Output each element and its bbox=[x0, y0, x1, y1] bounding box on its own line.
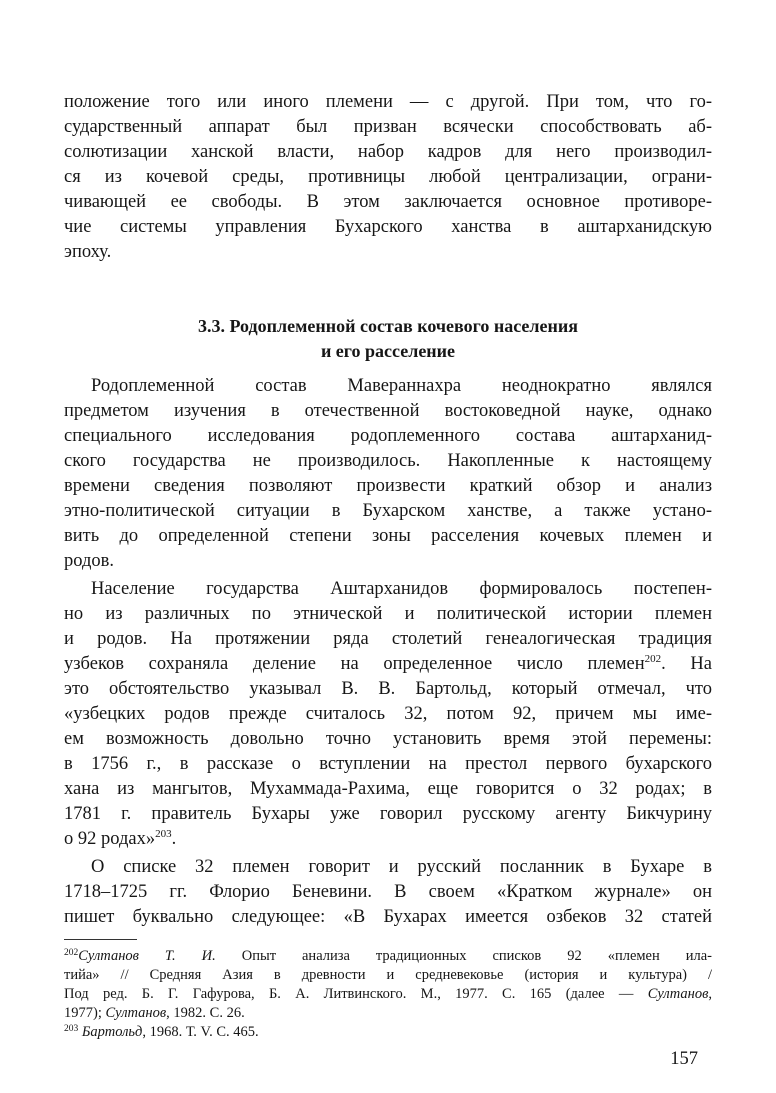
text-line bbox=[64, 165, 712, 190]
text-segment: о 92 родах» bbox=[64, 829, 156, 849]
text-segment: вить до определенной степени зоны расселения кочевых племен и bbox=[64, 526, 712, 546]
italic-author-name: Султанов Т. И. bbox=[78, 948, 216, 964]
text-line bbox=[64, 90, 712, 115]
body-paragraph-2 bbox=[64, 577, 712, 852]
text-segment: Под ред. Б. Г. Гафурова, Б. А. Литвинского. М., 1977. С. 165 (далее — bbox=[64, 986, 648, 1002]
text-line bbox=[64, 499, 712, 524]
footnote-reference: 203 bbox=[64, 1024, 79, 1034]
footnote-line bbox=[64, 947, 712, 966]
text-segment: «узбецких родов прежде считалось 32, потом 92, причем мы име- bbox=[64, 704, 712, 724]
text-line bbox=[64, 399, 712, 424]
text-segment: 1781 г. правитель Бухары уже говорил русскому агенту Бикчурину bbox=[64, 804, 712, 824]
footnote-reference: 202 bbox=[64, 948, 79, 958]
footnote-reference: 202 bbox=[644, 653, 662, 665]
text-line bbox=[64, 474, 712, 499]
italic-author-name: Султанов bbox=[105, 1005, 167, 1021]
text-line bbox=[64, 602, 712, 627]
text-line bbox=[64, 727, 712, 752]
text-line bbox=[64, 240, 712, 265]
text-segment: . bbox=[171, 829, 177, 849]
text-line bbox=[64, 802, 712, 827]
text-line bbox=[64, 880, 712, 905]
text-line bbox=[64, 677, 712, 702]
footnotes bbox=[64, 947, 712, 1042]
text-segment: солютизации ханской власти, набор кадров для него производил- bbox=[64, 142, 712, 162]
body-paragraph-1 bbox=[64, 374, 712, 574]
footnote-line bbox=[64, 985, 712, 1004]
text-segment: , 1968. Т. V. С. 465. bbox=[142, 1024, 259, 1040]
text-line bbox=[64, 140, 712, 165]
text-segment: чивающей ее свободы. В этом заключается основное противоре- bbox=[64, 192, 712, 212]
text-segment: предметом изучения в отечественной востоковедной науке, однако bbox=[64, 401, 712, 421]
text-segment: тийа» // Средняя Азия в древности и средневековье (история и культура) / bbox=[64, 967, 712, 983]
footnote-reference: 203 bbox=[155, 828, 172, 840]
text-line bbox=[64, 777, 712, 802]
text-segment: сударственный аппарат был призван всячески способствовать аб- bbox=[64, 117, 712, 137]
text-line bbox=[64, 652, 712, 677]
text-line bbox=[64, 752, 712, 777]
text-segment: специального исследования родоплеменного состава аштарханид- bbox=[64, 426, 712, 446]
text-line bbox=[64, 115, 712, 140]
section-heading bbox=[64, 314, 712, 364]
text-line bbox=[64, 702, 712, 727]
text-segment: и родов. На протяжении ряда столетий генеалогическая традиция bbox=[64, 629, 712, 649]
text-line bbox=[64, 449, 712, 474]
page-content bbox=[64, 90, 712, 1070]
text-segment: времени сведения позволяют произвести краткий обзор и анализ bbox=[64, 476, 712, 496]
page-number: 157 bbox=[670, 1049, 698, 1069]
text-segment: эпоху. bbox=[64, 242, 112, 262]
text-segment: Опыт анализа традиционных списков 92 «племен ила- bbox=[215, 948, 712, 964]
text-segment: этно-политической ситуации в Бухарском ханстве, а также устано- bbox=[64, 501, 712, 521]
text-segment: 1977); bbox=[64, 1005, 106, 1021]
italic-author-name: Бартольд bbox=[81, 1024, 143, 1040]
text-line bbox=[64, 424, 712, 449]
text-line bbox=[64, 190, 712, 215]
text-segment: узбеков сохраняла деление на определенное число племен bbox=[64, 654, 645, 674]
text-segment: ся из кочевой среды, противницы любой централизации, ограни- bbox=[64, 167, 712, 187]
text-segment: , 1982. С. 26. bbox=[166, 1005, 245, 1021]
text-line bbox=[64, 549, 712, 574]
body-paragraph-3 bbox=[64, 855, 712, 930]
text-line bbox=[64, 524, 712, 549]
text-segment: родов. bbox=[64, 551, 114, 571]
footnote-line bbox=[64, 1004, 712, 1023]
text-segment: . На bbox=[661, 654, 712, 674]
text-segment: положение того или иного племени — с другой. При том, что го- bbox=[64, 92, 712, 112]
text-segment: но из различных по этнической и политической истории племен bbox=[64, 604, 712, 624]
text-segment: Население государства Аштарханидов формировалось постепен- bbox=[91, 579, 712, 599]
text-segment: 1718–1725 гг. Флорио Беневини. В своем «Кратком журнале» он bbox=[64, 882, 712, 902]
text-segment: ем возможность довольно точно установить время этой перемены: bbox=[64, 729, 712, 749]
text-segment: , bbox=[708, 986, 712, 1002]
text-line bbox=[64, 577, 712, 602]
text-line bbox=[64, 827, 712, 852]
footnote-separator bbox=[64, 939, 137, 940]
text-segment: ского государства не производилось. Накопленные к настоящему bbox=[64, 451, 712, 471]
text-segment: пишет буквально следующее: «В Бухарах имеется озбеков 32 статей bbox=[64, 907, 712, 927]
text-line bbox=[64, 627, 712, 652]
section-heading-line-1: 3.3. Родоплеменной состав кочевого населения bbox=[198, 316, 578, 336]
text-segment: в 1756 г., в рассказе о вступлении на престол первого бухарского bbox=[64, 754, 712, 774]
footnote-line bbox=[64, 1023, 712, 1042]
section-heading-line-2: и его расселение bbox=[320, 341, 456, 361]
text-line bbox=[64, 215, 712, 240]
italic-author-name: Султанов bbox=[647, 986, 709, 1002]
text-segment: чие системы управления Бухарского ханства в аштарханидскую bbox=[64, 217, 712, 237]
text-line bbox=[64, 855, 712, 880]
text-segment: Родоплеменной состав Мавераннахра неоднократно являлся bbox=[91, 376, 712, 396]
text-segment: О списке 32 племен говорит и русский посланник в Бухаре в bbox=[91, 857, 712, 877]
text-segment: хана из мангытов, Мухаммада-Рахима, еще говорится о 32 родах; в bbox=[64, 779, 712, 799]
intro-paragraph bbox=[64, 90, 712, 265]
text-segment: это обстоятельство указывал В. В. Бартольд, который отмечал, что bbox=[64, 679, 712, 699]
footnote-line bbox=[64, 966, 712, 985]
text-line bbox=[64, 905, 712, 930]
text-line bbox=[64, 374, 712, 399]
